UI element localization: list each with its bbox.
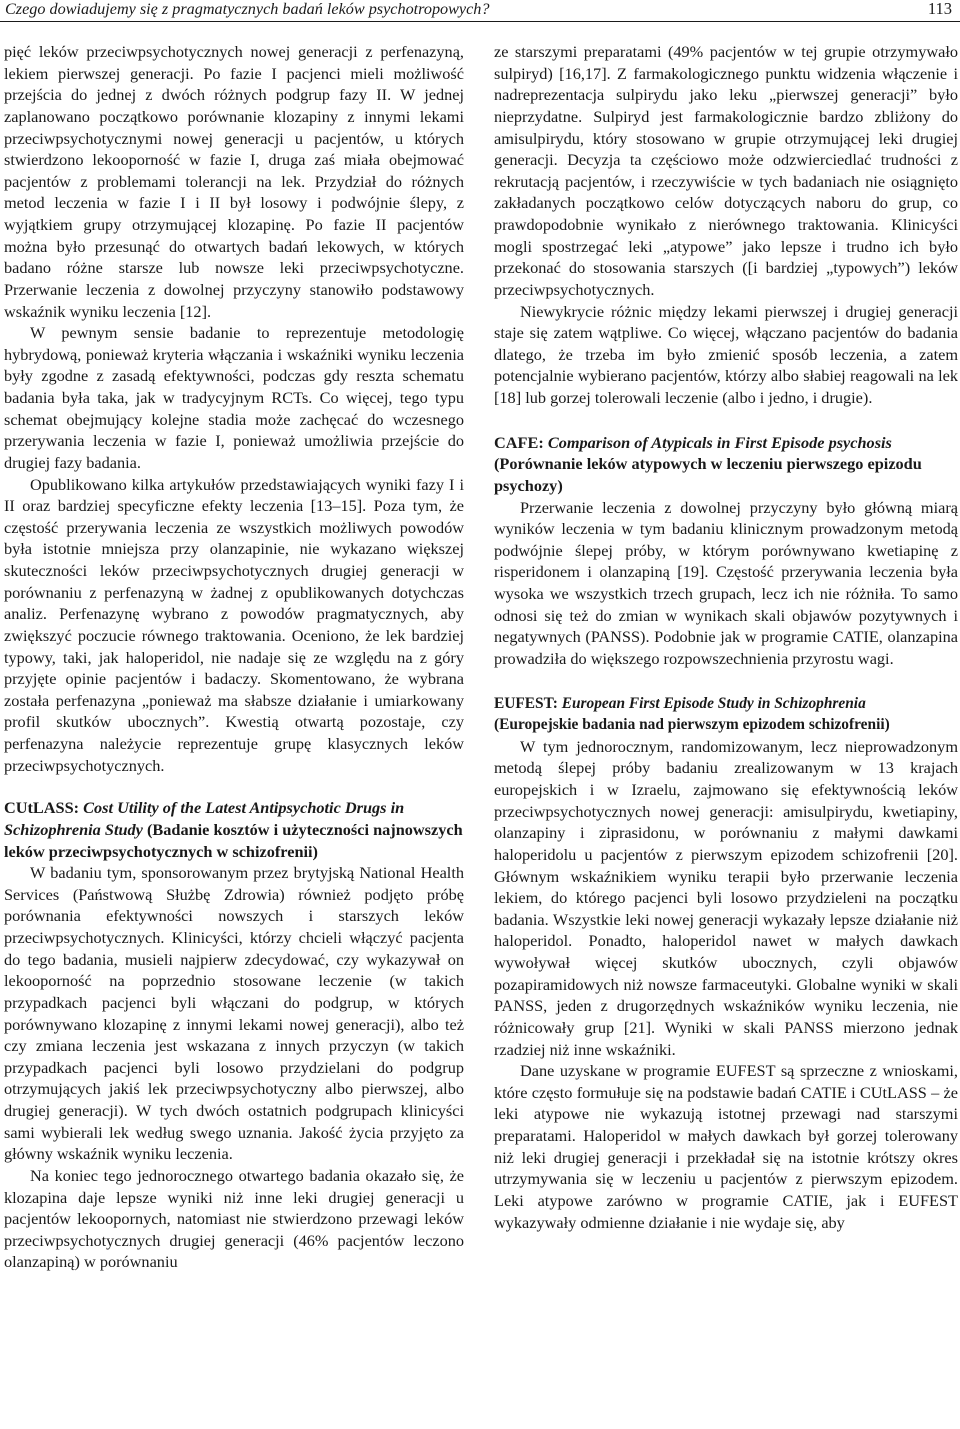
section-heading-cafe xyxy=(494,432,958,497)
heading-acronym: CAFE: xyxy=(494,432,544,452)
paragraph: W pewnym sensie badanie to reprezentuje metodologię hybrydową, ponieważ kryteria włączania i wskaźniki wyniku leczenia były zgodne z zasadą efektywności, podczas gdy reszta schematu badania była taka, jak w tradycyjnym RCTs. Co więcej, tego typu schemat obejmujący kolejne stadia może zachęcać do wczesnego przerywania leczenia w fazie I, ponieważ umożliwia przejście do drugiej fazy badania. xyxy=(4,323,464,472)
heading-title-pl: (Badanie kosztów i użyteczności najnowszych leków przeciwpsychotycznych w schizofrenii) xyxy=(4,819,463,861)
heading-title-en: European First Episode Study in Schizophrenia xyxy=(561,694,866,712)
paragraph: Niewykrycie różnic między lekami pierwszej i drugiej generacji staje się zatem wątpliwe. Co więcej, włączano pacjentów do badania dlatego, że trzeba im było zmienić sposób leczenia, a zatem potencjalnie wybierano pacjentów, którzy albo słabiej reagowali na lek [18] lub gorzej tolerowali leczenie (albo i jedno, i drugie). xyxy=(494,301,958,407)
paragraph: W badaniu tym, sponsorowanym przez brytyjską National Health Services (Państwową Służbę Zdrowia) również podjęto próbę porównania efektywności nowszych i starszych leków przeciwpsychotycznych. Klinicyści, którzy chcieli włączyć pacjenta do tego badania, musieli najpierw zdecydować, czy wykazywał on lekooporność na poprzednio stosowane leczenie (w takich przypadkach pacjenci byli włączani do podgrup, w których porównywano klozapinę z innymi lekami nowej generacji), albo też czy zmiana leczenia jest wskazana z innych przyczyn (w takich przypadkach pacjenci byli losowo przydzielani do podgrup otrzymujących jakiś lek przeciwpsychotyczny albo pierwszej, albo drugiej generacji). W tych dwóch ostatnich podgrupach klinicyści sami wybierali lek według swego uznania. Jakość życia przyjęto za główny wskaźnik wyniku leczenia. xyxy=(4,863,464,1164)
page-number: 113 xyxy=(927,0,952,18)
header-rule xyxy=(0,21,960,22)
paragraph: Opublikowano kilka artykułów przedstawiających wyniki fazy I i II oraz bardziej specyficzne efekty leczenia [13–15]. Poza tym, że częstość przerywania leczenia ze wszystkich możliwych powodów była istotnie mniejsza przy olanzapinie, nie wykazano większej skuteczności leków przeciwpsychotycznych drugiej generacji w porównaniu z perfenazyną w żadnej z opublikowanych dotychczas analiz. Perfenazynę wybrano z powodów pragmatycznych, aby zwiększyć poczucie równego traktowania. Oceniono, że lek bardziej typowy, taki, jak haloperidol, nie nadaje się ze względu na z góry przyjęte opinie pacjentów i badaczy. Skomentowano, że wybrana została perfenazyna „ponieważ ma słabsze działanie i umiarkowany profil skutków ubocznych”. Kwestią otwartą pozostaje, czy perfenazyna należycie reprezentuje grupę klasycznych leków przeciwpsychotycznych. xyxy=(4,474,464,775)
heading-title-pl: (Porównanie leków atypowych w leczeniu pierwszego epizodu psychozy) xyxy=(494,454,922,495)
running-header xyxy=(0,0,960,20)
paragraph: W tym jednorocznym, randomizowanym, lecz nieprowadzonym metodą ślepej próby badaniu zrealizowanym w 13 krajach europejskich i w Izraelu, zajmowano się efektywnością leków przeciwpsychotycznych nowej generacji: amisulpirydu, kwetiapiny, olanzapiny i ziprasidonu, w porównaniu z małymi dawkami haloperidolu u pacjentów z pierwszym epizodem schizofrenii [20]. Głównym wskaźnikiem wyniku terapii było przerwanie leczenia lekiem, do którego pacjenci byli losowo przydzieleni na początku badania. Wszystkie leki nowej generacji wykazały lepsze działanie niż haloperidol. Ponadto, haloperidol nawet w małych dawkach wywoływał więcej skutków ubocznych, czyli objawów pozapiramidowych niż nowsze farmaceutyki. Globalne wyniki w skali PANSS, jeden z drugorzędnych wskaźników wyniku leczenia, nie różnicowały grup [21]. Wyniki w skali PANSS mierzono jednak rzadziej niż inne wskaźniki. xyxy=(494,736,958,1059)
heading-title-en: Comparison of Atypicals in First Episode psychosis xyxy=(547,432,892,452)
paragraph: Dane uzyskane w programie EUFEST są sprzeczne z wnioskami, które często formułuje się na podstawie badań CATIE i CUtLASS – że leki atypowe nie wykazują istotnej przewagi nad starszymi preparatami. Haloperidol w małych dawkach był gorzej tolerowany niż leki drugiej generacji i przekładał się na istotnie krótszy okres utrzymywania się w leczeniu u pacjentów z pierwszym epizodem. Leki atypowe zarówno w programie CATIE, jak i EUFEST wykazywały odmienne działanie i nie wydaje się, aby xyxy=(494,1061,958,1232)
left-column xyxy=(4,41,464,1273)
paragraph: pięć leków przeciwpsychotycznych nowej generacji z perfenazyną, lekiem pierwszej generacji. Po fazie I pacjenci mieli możliwość przejścia do jednej z dwóch różnych podgrup fazy II. W jednej zaplanowano początkowo porównanie klozapiny z innymi lekami przeciwpsychotycznymi nowej generacji u pacjentów, u których stwierdzono lekooporność w fazie I, druga zaś miała obejmować pacjentów z problemami tolerancji na lek. Przydział do różnych metod leczenia w fazie I i II był losowy i podwójnie ślepy, z wyjątkiem grupy otrzymującej klozapinę. Po fazie II pacjentów można było przesunąć do otwartych badań lekowych, w których badano różne starsze lub nowsze leki przeciwpsychotyczne. Przerwanie leczenia z dowolnej przyczyny stanowiło podstawowy wskaźnik wyniku leczenia [12]. xyxy=(4,42,464,321)
paragraph: Na koniec tego jednorocznego otwartego badania okazało się, że klozapina daje lepsze wyniki niż inne leki drugiej generacji u pacjentów lekoopornych, natomiast nie stwierdzono przewagi leków przeciwpsychotycznych drugiej generacji (46% pacjentów leczono olanzapiną) w porównaniu xyxy=(4,1165,464,1272)
heading-title-pl: (Europejskie badania nad pierwszym epizodem schizofrenii) xyxy=(494,716,890,734)
heading-acronym: EUFEST: xyxy=(494,694,558,712)
paragraph: ze starszymi preparatami (49% pacjentów w tej grupie otrzymywało sulpiryd) [16,17]. Z farmakologicznego punktu widzenia włączenie i nadreprezentacja sulpirydu jako leku „pierwszej generacji” było nieprzydatne. Sulpiryd jest farmakologicznie bardzo zbliżony do amisulpirydu, który stosowano w grupie otrzymującej leki drugiej generacji. Decyzja ta częściowo może odzwierciedlać trudności z rekrutacją pacjentów, i rzeczywiście w tych badaniach nie osiągnięto zakładanych początkowo celów dotyczących naboru do grup, co prawdopodobnie wynikało z nierównego traktowania. Klinicyści mogli spostrzegać leki „atypowe” jako lepsze i trudno ich było przekonać do stosowania starszych ([i bardziej „typowych”) leków przeciwpsychotycznych. xyxy=(494,42,958,299)
running-title: Czego dowiadujemy się z pragmatycznych badań leków psychotropowych? xyxy=(5,0,490,18)
heading-title-en: Cost Utility of the Latest Antipsychotic Drugs in Schizophrenia Study xyxy=(4,798,405,839)
section-heading-eufest xyxy=(494,693,958,736)
paragraph: Przerwanie leczenia z dowolnej przyczyny było główną miarą wyników leczenia w tym badaniu klinicznym prowadzonym metodą podwójnie ślepej próby, w którym porównywano kwetiapinę z risperidonem i olanzapiną [19]. Częstość przerywania leczenia była wysoka we wszystkich trzech grupach, lecz ich nie różniła. To samo odnosi się też do zmian w wynikach skali objawów pozytywnych i negatywnych (PANSS). Podobnie jak w programie CATIE, olanzapina prowadziła do większego rozpowszechnienia przyrostu wagi. xyxy=(494,497,958,668)
heading-acronym: CUtLASS: xyxy=(4,798,80,818)
section-heading-cutlass xyxy=(4,797,464,862)
right-column xyxy=(494,41,958,1233)
